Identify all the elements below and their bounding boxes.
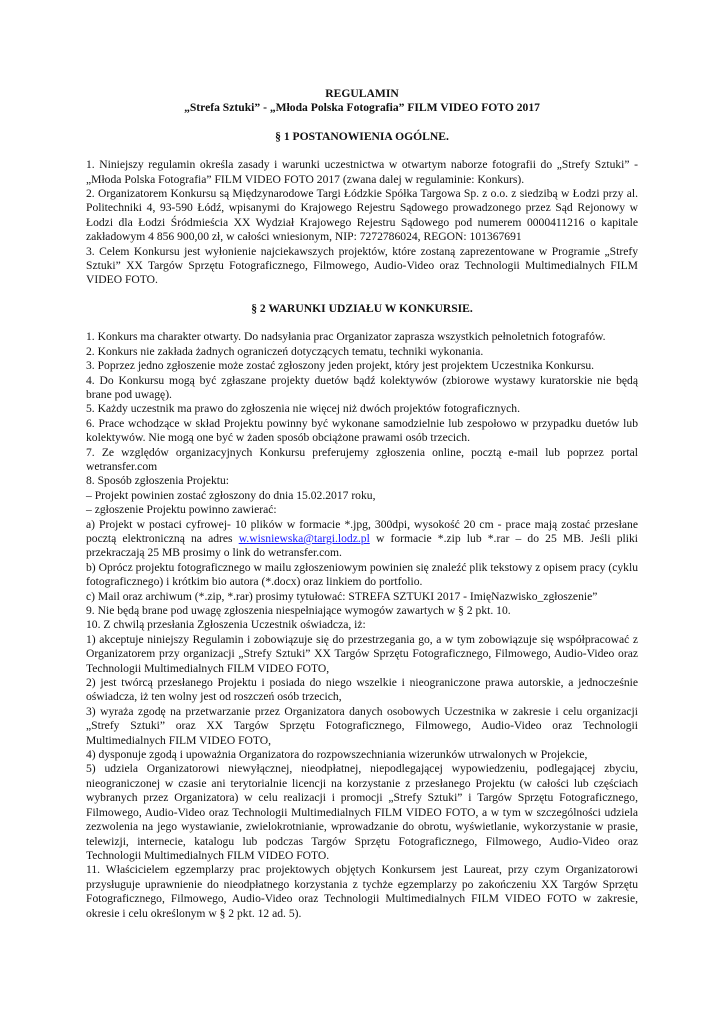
- section-1-heading: § 1 POSTANOWIENIA OGÓLNE.: [275, 129, 449, 143]
- section-2-item-8a: [86, 518, 638, 561]
- section-2-item-9: 9. Nie będą brane pod uwagę zgłoszenia niespełniające wymogów zawartych w § 2 pkt. 10.: [86, 604, 511, 617]
- section-2-item-8b: b) Oprócz projektu fotograficznego w mailu zgłoszeniowym powinien się znaleźć plik tekstowy z opisem pracy (cyklu fotograficznego) i krótkim bio autora (*.docx) oraz linkiem do portfolio.: [86, 560, 638, 589]
- section-2-item-10-3: 3) wyraża zgodę na przetwarzanie przez Organizatora danych osobowych Uczestnika w zakresie i celu organizacji „Strefy Sztuki” oraz XX Targów Sprzętu Fotograficznego, Filmowego, Audio-Video oraz Technologii Multimedialnych FILM VIDEO FOTO,: [86, 704, 638, 747]
- section-2-item-6: 6. Prace wchodzące w skład Projektu powinny być wykonane samodzielnie lub zespołowo w przypadku duetów lub kolektywów. Nie mogą one być w żaden sposób obciążone prawami osób trzecich.: [86, 416, 638, 445]
- section-2-item-1: 1. Konkurs ma charakter otwarty. Do nadsyłania prac Organizator zaprasza wszystkich pełnoletnich fotografów.: [86, 330, 606, 344]
- section-2-item-7: 7. Ze względów organizacyjnych Konkursu preferujemy zgłoszenia online, pocztą e-mail lub poprzez portal wetransfer.com: [86, 445, 638, 473]
- section-2-item-5: 5. Każdy uczestnik ma prawo do zgłoszenia nie więcej niż dwóch projektów fotograficznych.: [86, 402, 520, 416]
- email-link[interactable]: w.wisniewska@targi.lodz.pl: [238, 531, 370, 545]
- section-1-paragraph-1: 1. Niniejszy regulamin określa zasady i warunki uczestnictwa w otwartym naborze fotografii do „Strefy Sztuki” - „Młoda Polska Fotografia” FILM VIDEO FOTO 2017 (zwana dalej w regulaminie: Konkurs).: [86, 158, 638, 186]
- section-2-item-11: 11. Właścicielem egzemplarzy prac projektowych objętych Konkursem jest Laureat, przy czym Organizatorowi przysługuje uprawnienie do nieodpłatnego korzystania z tychże egzemplarzy po zakończeniu XX Targów Sprzętu Fotograficznego, Filmowego, Audio-Video oraz Technologii Multimedialnych FILM VIDEO FOTO w zakresie, okresie i celu określonym w § 2 pkt. 12 ad. 5).: [86, 863, 638, 920]
- document-title: REGULAMIN: [325, 87, 399, 100]
- section-2-item-3: 3. Poprzez jedno zgłoszenie może zostać zgłoszony jeden projekt, który jest projektem Uczestnika Konkursu.: [86, 359, 595, 373]
- section-2-item-10-1: 1) akceptuje niniejszy Regulamin i zobowiązuje się do przestrzegania go, a w tym zobowiązuje się współpracować z Organizatorem przy organizacji „Strefy Sztuki” XX Targów Sprzętu Fotograficznego, Filmowego, Audio-Video oraz Technologii Multimedialnych FILM VIDEO FOTO,: [86, 632, 638, 675]
- document-subtitle: „Strefa Sztuki” - „Młoda Polska Fotografia” FILM VIDEO FOTO 2017: [184, 101, 540, 115]
- section-2-item-2: 2. Konkurs nie zakłada żadnych ograniczeń dotyczących tematu, techniki wykonania.: [86, 344, 484, 358]
- item-8a-text-start: a) Projekt w postaci cyfrowej- 10 plików w formacie *.jpg, 300dpi, wysokość 20 cm - prace mają zostać przesłane pocztą elektroniczną na adres: [86, 517, 638, 545]
- section-2-item-10: 10. Z chwilą przesłania Zgłoszenia Uczestnik oświadcza, iż:: [86, 618, 366, 632]
- section-2-item-8-deadline: – Projekt powinien zostać zgłoszony do dnia 15.02.2017 roku,: [86, 488, 376, 502]
- section-2-item-8-contents: – zgłoszenie Projektu powinno zawierać:: [86, 503, 277, 517]
- section-2-item-8c: c) Mail oraz archiwum (*.zip, *.rar) prosimy tytułować: STREFA SZTUKI 2017 - ImięNazwisko_zgłoszenie”: [86, 589, 598, 603]
- section-2-item-4: 4. Do Konkursu mogą być zgłaszane projekty duetów bądź kolektywów (zbiorowe wystawy kuratorskie nie będą brane pod uwagę).: [86, 373, 638, 401]
- section-2-item-10-4: 4) dysponuje zgodą i upoważnia Organizatora do rozpowszechniania wizerunków utrwalonych w Projekcie,: [86, 748, 588, 762]
- section-2-item-10-2: 2) jest twórcą przesłanego Projektu i posiada do niego wszelkie i nieograniczone prawa autorskie, a jednocześnie oświadcza, iż ten wolny jest od roszczeń osób trzecich,: [86, 676, 638, 704]
- section-2-item-8: 8. Sposób zgłoszenia Projektu:: [86, 474, 229, 488]
- section-2-heading: § 2 WARUNKI UDZIAŁU W KONKURSIE.: [251, 301, 473, 315]
- document-body: [86, 87, 638, 921]
- section-1-paragraph-3: 3. Celem Konkursu jest wyłonienie najciekawszych projektów, które zostaną zaprezentowane w Programie „Strefy Sztuki” XX Targów Sprzętu Fotograficznego, Filmowego, Audio-Video oraz Technologii Multimedialnych FILM VIDEO FOTO.: [86, 244, 638, 287]
- section-1-paragraph-2: 2. Organizatorem Konkursu są Międzynarodowe Targi Łódzkie Spółka Targowa Sp. z o.o. z siedzibą w Łodzi przy al. Politechniki 4, 93-590 Łódź, wpisanymi do Krajowego Rejestru Sądowego prowadzonego przez Sąd Rejonowy w Łodzi dla Łodzi Śródmieścia XX Wydział Krajowego Rejestru Sądowego pod numerem 0000411216 o kapitale zakładowym 4 856 900,00 zł, w całości wniesionym, NIP: 7272786024, REGON: 101367691: [86, 187, 638, 244]
- section-2-item-10-5: 5) udziela Organizatorowi niewyłącznej, nieodpłatnej, niepodlegającej wypowiedzeniu, podlegającej zbyciu, nieograniczonej w czasie ani terytorialnie licencji na korzystanie z przesłanego Projektu (w całości lub częściach wybranych przez Organizatora) w celu realizacji i promocji „Strefy Sztuki” i Targów Sprzętu Fotograficznego, Filmowego, Audio-Video oraz Technologii Multimedialnych FILM VIDEO FOTO, a w tym w szczególności udziela zezwolenia na jego wystawianie, zwielokrotnianie, wprowadzanie do obrotu, wyświetlanie, wykorzystanie w prasie, telewizji, internecie, katalogu lub podczas Targów Sprzętu Fotograficznego, Filmowego, Audio-Video oraz Technologii Multimedialnych FILM VIDEO FOTO.: [86, 762, 638, 862]
- item-8a-text-end: w formacie *.zip lub *.rar – do 25 MB. Jeśli pliki przekraczają 25 MB prosimy o link do wetransfer.com.: [86, 531, 638, 560]
